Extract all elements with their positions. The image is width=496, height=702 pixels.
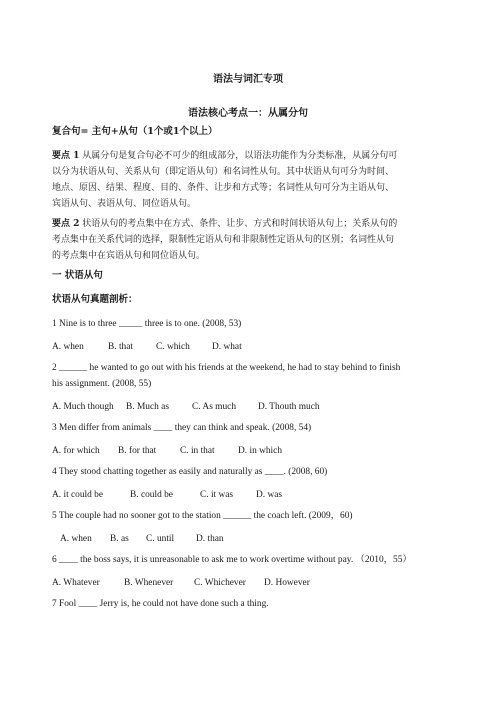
question-1-stem: 1 Nine is to three _____ three is to one. (2008, 53) — [52, 319, 242, 329]
option: A. Whatever — [52, 578, 100, 588]
option: A. it could be — [52, 490, 104, 500]
point1-label: 要点 1 — [52, 151, 80, 161]
option: A. Much though — [52, 402, 114, 412]
question-4-stem: 4 They stood chatting together as easily and naturally as ____. (2008, 60) — [52, 467, 328, 477]
option: A. when — [60, 534, 92, 544]
question-5-stem: 5 The couple had no sooner got to the station ______ the coach left. (2009，60) — [52, 511, 353, 521]
question-2-stem: 2 ______ he wanted to go out with his friends at the weekend, he had to stay behind to finish — [52, 363, 401, 373]
option: C. until — [146, 534, 175, 544]
point2-line-1: 要点 2 状语从句的考点集中在方式、条件、让步、方式和时间状语从句上；关系从句的 — [52, 219, 398, 229]
question-3-stem: 3 Men differ from animals ____ they can think and speak. (2008, 54) — [52, 423, 312, 433]
section-heading: 一 状语从句 — [52, 270, 103, 281]
option: A. when — [52, 342, 84, 352]
point1-line-3: 地点、原因、结果、程度、目的、条件、让步和方式等；名词性从句可分为主语从句、 — [52, 183, 395, 193]
option: B. Whenever — [124, 578, 174, 588]
point2-line-3: 的考点集中在宾语从句和同位语从句。 — [52, 251, 206, 261]
question-1-options — [52, 342, 242, 352]
point1-line-2: 以分为状语从句、关系从句（即定语从句）和名词性从句。其中状语从句可分为时间、 — [52, 167, 395, 177]
option: D. than — [196, 534, 224, 544]
option: C. which — [156, 342, 190, 352]
option: D. However — [264, 578, 310, 588]
option: D. was — [256, 490, 283, 500]
option: D. what — [212, 342, 242, 352]
option: D. Thouth much — [258, 402, 320, 412]
question-2-stem-cont: his assignment. (2008, 55) — [52, 379, 152, 389]
option: B. Much as — [126, 402, 169, 412]
point1-line-1: 要点 1 从属分句是复合句必不可少的组成部分，以语法功能作为分类标准，从属分句可 — [52, 151, 398, 161]
option: A. for which — [52, 446, 100, 456]
option: B. as — [110, 534, 129, 544]
question-6-options — [52, 578, 310, 588]
page-subtitle: 语法核心考点一：从属分句 — [188, 108, 308, 119]
point2-line-2: 考点集中在关系代词的选择，限制性定语从句和非限制性定语从句的区别；名词性从句 — [52, 235, 395, 245]
question-7-stem: 7 Fool ____ Jerry is, he could not have done such a thing. — [52, 599, 269, 609]
question-4-options — [52, 490, 282, 500]
option: C. As much — [192, 402, 237, 412]
option: C. in that — [180, 446, 215, 456]
page-title: 语法与词汇专项 — [213, 74, 283, 85]
question-3-options — [52, 446, 282, 456]
point1-line-4: 宾语从句、表语从句、同位语从句。 — [52, 199, 197, 209]
point2-label: 要点 2 — [52, 219, 80, 229]
compound-definition: 复合句= 主句+从句（1个或1个以上） — [52, 126, 218, 137]
question-5-options — [60, 534, 224, 544]
option: B. could be — [130, 490, 173, 500]
option: B. for that — [118, 446, 157, 456]
option: B. that — [108, 342, 133, 352]
option: C. Whichever — [194, 578, 246, 588]
question-2-options — [52, 402, 320, 412]
question-6-stem: 6 ____ the boss says, it is unreasonable to ask me to work overtime without pay. （2010，55） — [52, 555, 412, 565]
option: D. in which — [238, 446, 283, 456]
option: C. it was — [200, 490, 234, 500]
section-subheading: 状语从句真题剖析： — [52, 294, 138, 305]
